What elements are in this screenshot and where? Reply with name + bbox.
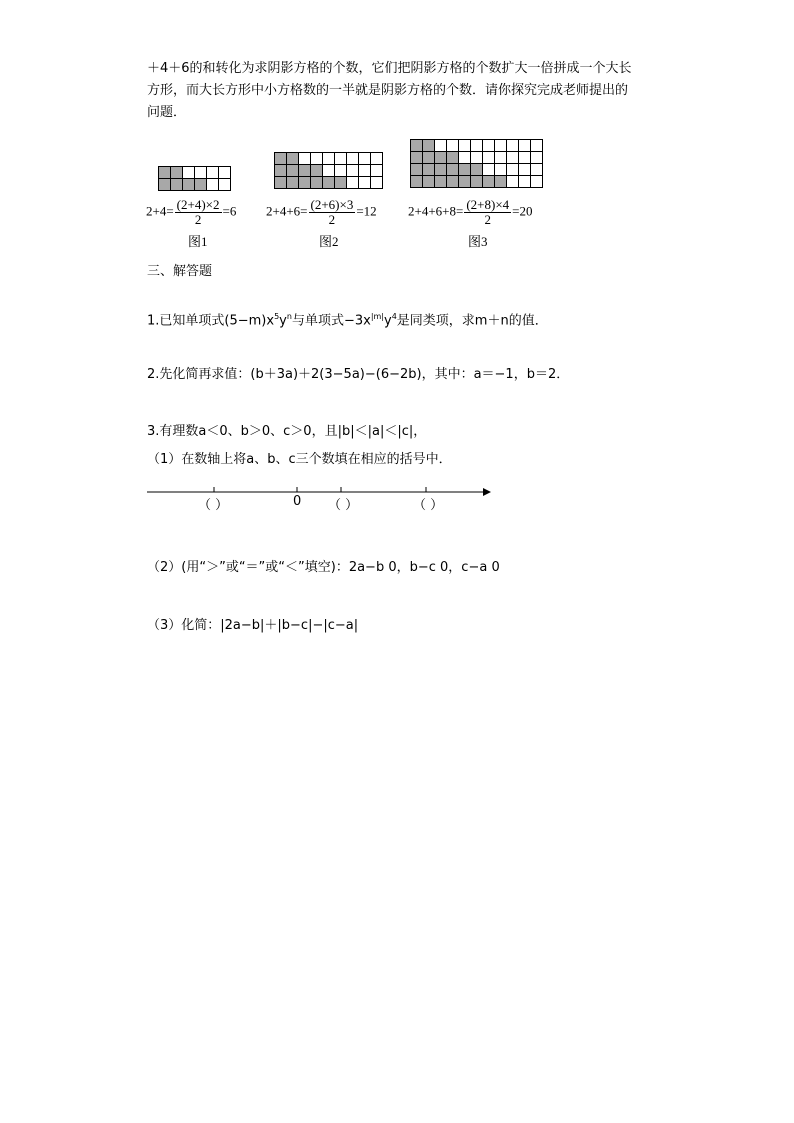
fraction-numerator: (2+8)×4 <box>466 197 510 212</box>
number-line-blank-a[interactable]: （ ） <box>198 498 229 513</box>
fraction <box>464 198 511 227</box>
figure-1-formula <box>146 198 236 227</box>
figure-3-grid <box>410 139 543 188</box>
q1-exp-3: |m| <box>370 312 384 321</box>
figure-2-caption: 图2 <box>319 234 339 249</box>
q1-exp-2: n <box>286 312 292 321</box>
fraction-denominator: 2 <box>484 212 491 227</box>
fraction-numerator: (2+4)×2 <box>176 197 220 212</box>
q1-exp-1: 5 <box>274 312 280 321</box>
fraction-numerator: (2+6)×3 <box>310 197 354 212</box>
number-line-blank-b[interactable]: （ ） <box>328 498 359 513</box>
q1-exp-4: 4 <box>391 312 397 321</box>
intro-line-3: 问题． <box>147 105 187 120</box>
formula-prefix: 2+4= <box>146 203 174 219</box>
q1-text-b: y <box>279 313 287 329</box>
q1-text-a: 1.已知单项式(5−m)x <box>147 313 275 329</box>
question-3-part-1: （1）在数轴上将a、b、c三个数填在相应的括号中． <box>147 452 452 467</box>
q1-text-f: 是同类项，求m＋n的值． <box>396 313 548 329</box>
formula-prefix: 2+4+6= <box>266 203 308 219</box>
section-title: 三、解答题 <box>147 264 213 279</box>
intro-line-2: 方形，而大长方形中小方格数的一半就是阴影方格的个数．请你探究完成老师提出的 <box>147 83 629 98</box>
figure-3-formula <box>408 198 533 227</box>
formula-suffix: =12 <box>356 203 377 219</box>
question-1 <box>147 306 548 332</box>
fraction-denominator: 2 <box>328 212 336 227</box>
number-line-zero: 0 <box>293 494 302 509</box>
fraction-denominator: 2 <box>194 212 202 227</box>
figure-1-grid <box>158 166 231 191</box>
formula-suffix: =6 <box>222 203 237 219</box>
q1-text-c: 与单项式−3x <box>291 313 371 329</box>
fraction <box>175 198 222 227</box>
figure-2-formula <box>266 198 377 227</box>
question-2: 2.先化简再求值：(b＋3a)＋2(3−5a)−(6−2b)，其中：a＝−1，b＝2． <box>147 367 570 382</box>
figure-1-caption: 图1 <box>188 234 208 249</box>
fraction <box>309 198 356 227</box>
question-3-part-2: （2）(用“＞”或“＝”或“＜”填空)：2a−b 0，b−c 0，c−a 0 <box>147 560 500 575</box>
figure-2-grid <box>274 152 383 189</box>
number-line-blank-c[interactable]: （ ） <box>413 498 444 513</box>
formula-prefix: 2+4+6+8= <box>408 203 464 219</box>
q1-text-d: y <box>384 313 392 329</box>
figure-3-caption: 图3 <box>468 234 488 249</box>
formula-suffix: =20 <box>512 203 533 219</box>
intro-line-1: ＋4＋6的和转化为求阴影方格的个数，它们把阴影方格的个数扩大一倍拼成一个大长 <box>147 61 632 76</box>
question-3-part-3: （3）化简：|2a−b|＋|b−c|−|c−a| <box>147 618 359 633</box>
question-3-stem: 3.有理数a＜0、b＞0、c＞0，且|b|＜|a|＜|c|， <box>147 424 427 439</box>
